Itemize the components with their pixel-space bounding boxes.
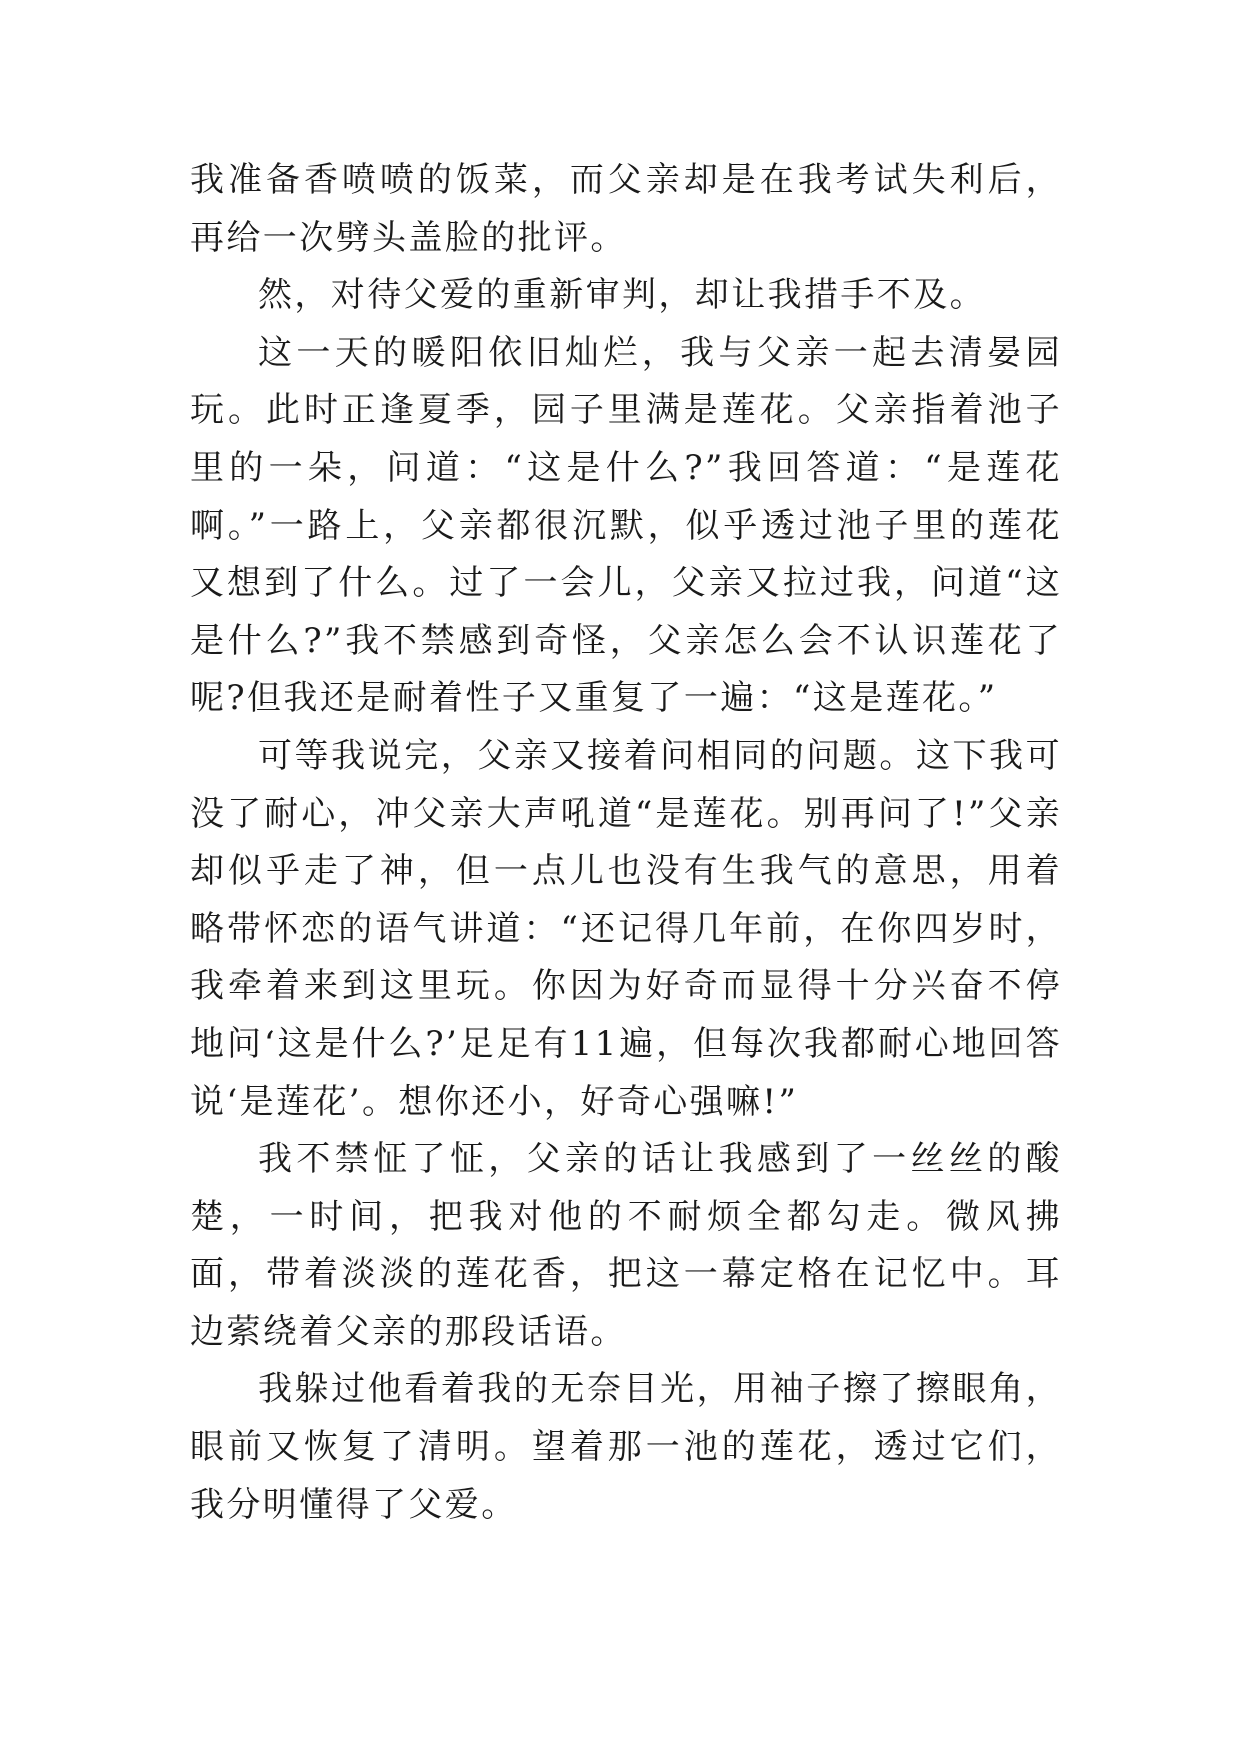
paragraph-4: 可等我说完，父亲又接着问相同的问题。这下我可没了耐心，冲父亲大声吼道“是莲花。别再问了!”父亲却似乎走了神，但一点儿也没有生我气的意思，用着略带怀恋的语气讲道：“还记得几年前，在你四岁时，我牵着来到这里玩。你因为好奇而显得十分兴奋不停地问‘这是什么?’足足有11遍，但每次我都耐心地回答说‘是莲花’。想你还小，好奇心强嘛!” <box>190 735 1062 1122</box>
paragraph-1: 我准备香喷喷的饭菜，而父亲却是在我考试失利后，再给一次劈头盖脸的批评。 <box>190 160 1062 258</box>
paragraph-5: 我不禁怔了怔，父亲的话让我感到了一丝丝的酸楚，一时间，把我对他的不耐烦全都勾走。微风拂面，带着淡淡的莲花香，把这一幕定格在记忆中。耳边萦绕着父亲的那段话语。 <box>190 1139 1062 1352</box>
paragraph-6: 我躲过他看着我的无奈目光，用袖子擦了擦眼角，眼前又恢复了清明。望着那一池的莲花，透过它们，我分明懂得了父爱。 <box>190 1369 1062 1525</box>
paragraph-3: 这一天的暖阳依旧灿烂，我与父亲一起去清晏园玩。此时正逢夏季，园子里满是莲花。父亲指着池子里的一朵，问道：“这是什么?”我回答道：“是莲花啊。”一路上，父亲都很沉默，似乎透过池子里的莲花又想到了什么。过了一会儿，父亲又拉过我，问道“这是什么?”我不禁感到奇怪，父亲怎么会不认识莲花了呢?但我还是耐着性子又重复了一遍：“这是莲花。” <box>190 332 1062 719</box>
paragraph-2: 然，对待父爱的重新审判，却让我措手不及。 <box>258 275 986 316</box>
document-body <box>190 152 1062 1534</box>
